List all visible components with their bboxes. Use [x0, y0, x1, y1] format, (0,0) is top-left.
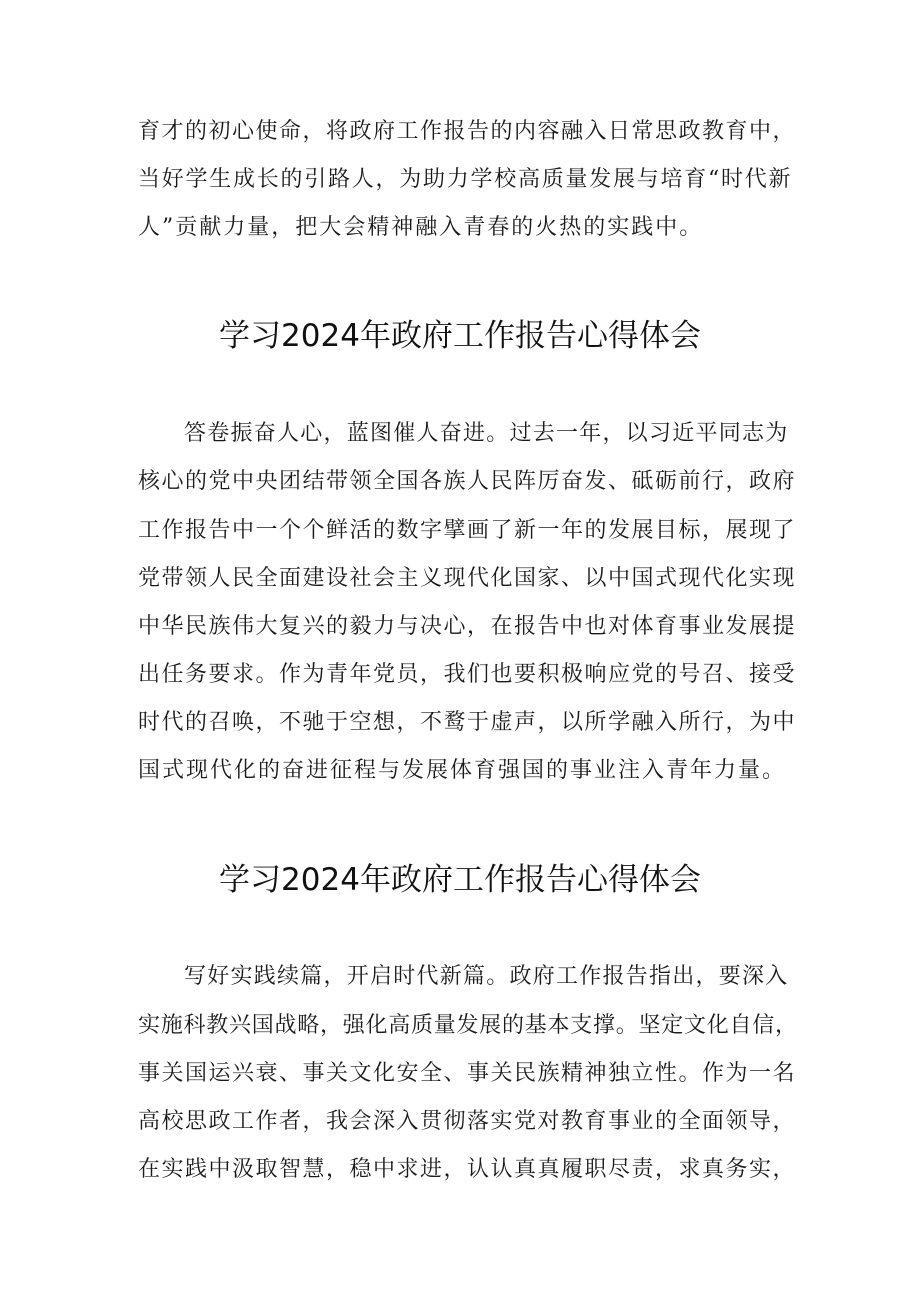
section1-line-7: 时代的召唤，不驰于空想，不鹜于虚声，以所学融入所行，为中 — [138, 710, 797, 735]
section2-line-2: 实施科教兴国战略，强化高质量发展的基本支撑。坚定文化自信， — [138, 1013, 798, 1038]
section1-line-5: 中华民族伟大复兴的毅力与决心，在报告中也对体育事业发展提 — [138, 614, 797, 639]
section1-line-8: 国式现代化的奋进征程与发展体育强国的事业注入青年力量。 — [138, 758, 787, 783]
section2-title: 学习2024年政府工作报告心得体会 — [219, 862, 701, 898]
section2-line-5: 在实践中汲取智慧，稳中求进，认认真真履职尽责，求真务实， — [138, 1157, 797, 1182]
section1-line-1: 答卷振奋人心，蓝图催人奋进。过去一年，以习近平同志为 — [184, 421, 789, 446]
intro-line-2: 当好学生成长的引路人，为助力学校高质量发展与培育“时代新 — [138, 167, 793, 192]
section1-line-3: 工作报告中一个个鲜活的数字擘画了新一年的发展目标，展现了 — [138, 518, 797, 543]
intro-line-1: 育才的初心使命，将政府工作报告的内容融入日常思政教育中， — [138, 119, 797, 144]
section1-line-4: 党带领人民全面建设社会主义现代化国家、以中国式现代化实现 — [138, 566, 797, 591]
section1-title: 学习2024年政府工作报告心得体会 — [219, 318, 701, 354]
section2-line-1: 写好实践续篇，开启时代新篇。政府工作报告指出，要深入 — [184, 964, 789, 989]
section2-line-3: 事关国运兴衰、事关文化安全、事关民族精神独立性。作为一名 — [138, 1061, 797, 1086]
section2-line-4: 高校思政工作者，我会深入贯彻落实党对教育事业的全面领导， — [138, 1109, 797, 1134]
section1-line-6: 出任务要求。作为青年党员，我们也要积极响应党的号召、接受 — [138, 662, 797, 687]
intro-line-3: 人”贡献力量，把大会精神融入青春的火热的实践中。 — [138, 215, 704, 240]
section1-line-2: 核心的党中央团结带领全国各族人民阵厉奋发、砥砺前行，政府 — [138, 469, 797, 494]
